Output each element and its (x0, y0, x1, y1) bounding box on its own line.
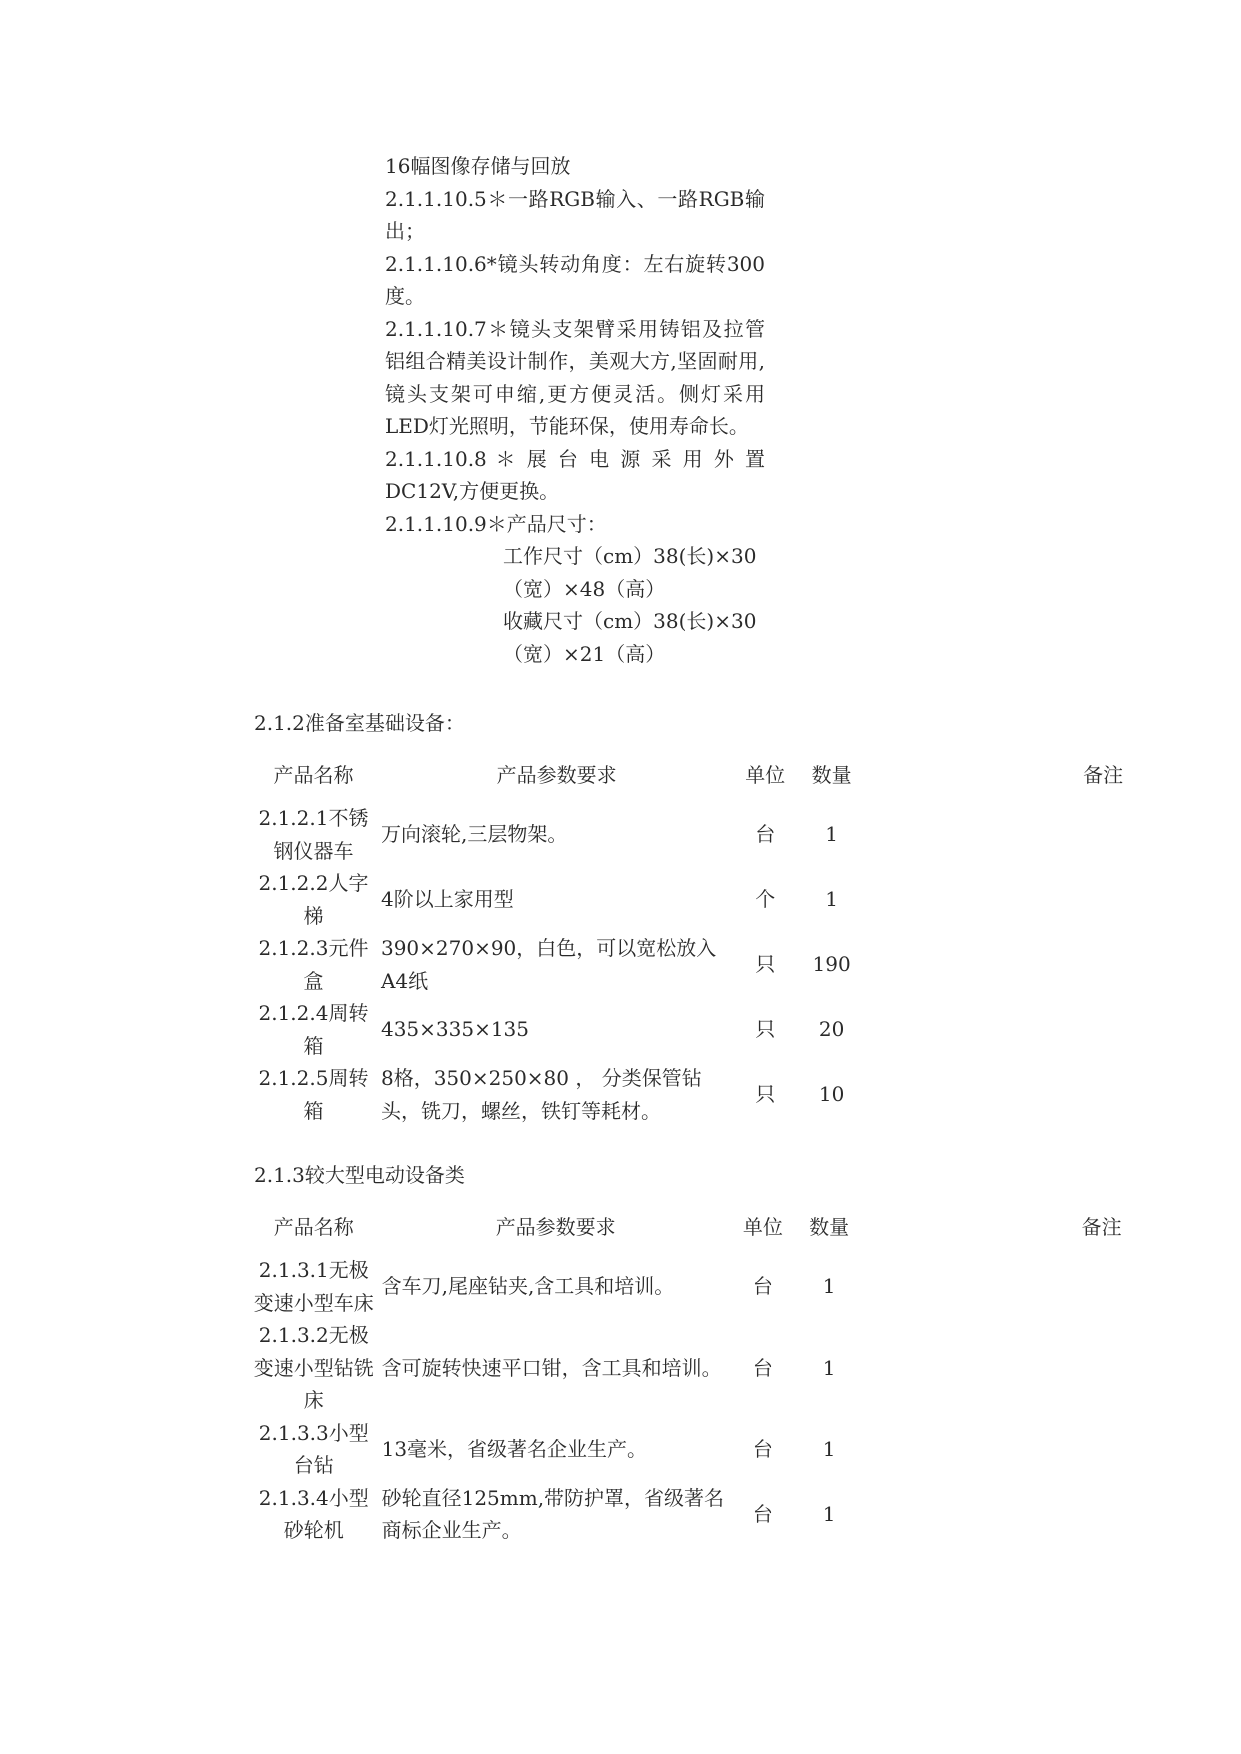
intro-line: 2.1.1.10.5＊一路RGB输入、一路RGB输出； (385, 186, 765, 243)
header-unit: 单位 (745, 762, 786, 787)
header-name: 产品名称 (273, 1214, 354, 1239)
header-name: 产品名称 (273, 762, 354, 787)
product-unit: 台 (755, 822, 776, 847)
product-qty: 10 (818, 1082, 845, 1107)
intro-line: 2.1.1.10.8 ＊ 展 台 电 源 采 用 外 置 DC12V,方便更换。 (385, 446, 765, 503)
header-param: 产品参数要求 (496, 762, 617, 787)
product-name: 2.1.2.5周转箱 (258, 1066, 369, 1123)
product-param: 435×335×135 (380, 1017, 530, 1042)
product-unit: 只 (755, 1017, 776, 1042)
product-qty: 1 (822, 1501, 836, 1526)
product-name: 2.1.2.3元件盒 (258, 936, 369, 993)
intro-line: 16幅图像存储与回放 (385, 154, 571, 178)
product-name: 2.1.2.4周转箱 (258, 1001, 369, 1058)
header-note: 备注 (1083, 762, 1124, 787)
dimension-line: 工作尺寸（cm）38(长)×30（宽）×48（高） (503, 544, 757, 601)
product-name: 2.1.3.3小型台钻 (258, 1420, 369, 1477)
equipment-table-212 (252, 748, 1241, 1127)
product-param: 含车刀,尾座钻夹,含工具和培训。 (381, 1274, 675, 1299)
product-qty: 1 (822, 1436, 836, 1461)
product-note (865, 802, 1241, 867)
product-unit: 只 (755, 1082, 776, 1107)
product-name: 2.1.3.2无极变速小型钻铣床 (253, 1323, 374, 1412)
product-param: 含可旋转快速平口钳，含工具和培训。 (381, 1355, 722, 1380)
header-note: 备注 (1081, 1214, 1122, 1239)
table-row (252, 932, 1241, 997)
product-note (865, 1062, 1241, 1127)
table-header-row (252, 748, 1241, 802)
product-unit: 台 (752, 1274, 773, 1299)
product-note (865, 932, 1241, 997)
table-header-row (252, 1200, 1241, 1254)
product-note (862, 1482, 1241, 1547)
product-note (865, 997, 1241, 1062)
table-row (252, 1482, 1241, 1547)
header-param: 产品参数要求 (495, 1214, 616, 1239)
section-title-213: 2.1.3较大型电动设备类 (254, 1163, 465, 1187)
product-name: 2.1.3.4小型砂轮机 (258, 1485, 369, 1542)
product-qty: 20 (818, 1017, 845, 1042)
product-param: 8格，350×250×80 ， 分类保管钻头，铣刀，螺丝，铁钉等耗材。 (380, 1066, 702, 1123)
product-qty: 1 (822, 1274, 836, 1299)
product-qty: 1 (822, 1355, 836, 1380)
product-note (865, 867, 1241, 932)
product-unit: 台 (752, 1355, 773, 1380)
header-unit: 单位 (742, 1214, 783, 1239)
header-qty: 数量 (811, 762, 852, 787)
product-unit: 台 (752, 1436, 773, 1461)
intro-line: 2.1.1.10.6*镜头转动角度：左右旋转300度。 (385, 251, 765, 308)
product-param: 13毫米，省级著名企业生产。 (381, 1436, 648, 1461)
product-qty: 1 (825, 887, 838, 912)
table-row (252, 1319, 1241, 1417)
product-unit: 个 (755, 887, 776, 912)
product-param: 390×270×90，白色，可以宽松放入A4纸 (380, 936, 717, 993)
product-name: 2.1.3.1无极变速小型车床 (253, 1258, 374, 1315)
product-unit: 只 (755, 952, 776, 977)
table-row (252, 802, 1241, 867)
product-note (862, 1417, 1241, 1482)
intro-line: 2.1.1.10.9＊产品尺寸： (385, 511, 607, 536)
table-row (252, 1417, 1241, 1482)
table-row (252, 1062, 1241, 1127)
product-qty: 1 (825, 822, 838, 847)
product-qty: 190 (812, 952, 851, 977)
header-qty: 数量 (809, 1214, 850, 1239)
section-title-212: 2.1.2准备室基础设备： (254, 711, 465, 735)
product-param: 万向滚轮,三层物架。 (380, 822, 568, 847)
product-param: 砂轮直径125mm,带防护罩，省级著名商标企业生产。 (381, 1485, 725, 1542)
equipment-table-213 (252, 1200, 1241, 1547)
dimension-line: 收藏尺寸（cm）38(长)×30（宽）×21（高） (503, 609, 757, 666)
product-note (862, 1254, 1241, 1319)
table-row (252, 867, 1241, 932)
table-row (252, 997, 1241, 1062)
table-row (252, 1254, 1241, 1319)
product-param: 4阶以上家用型 (380, 887, 514, 912)
product-unit: 台 (752, 1501, 773, 1526)
product-name: 2.1.2.2人字梯 (258, 871, 369, 928)
product-note (862, 1319, 1241, 1417)
intro-block (385, 150, 765, 670)
intro-line: 2.1.1.10.7＊镜头支架臂采用铸铝及拉管铝组合精美设计制作，美观大方,坚固耐用,镜头支架可申缩,更方便灵活。侧灯采用LED灯光照明，节能环保，使用寿命长。 (385, 316, 765, 438)
product-name: 2.1.2.1不锈钢仪器车 (258, 806, 369, 863)
